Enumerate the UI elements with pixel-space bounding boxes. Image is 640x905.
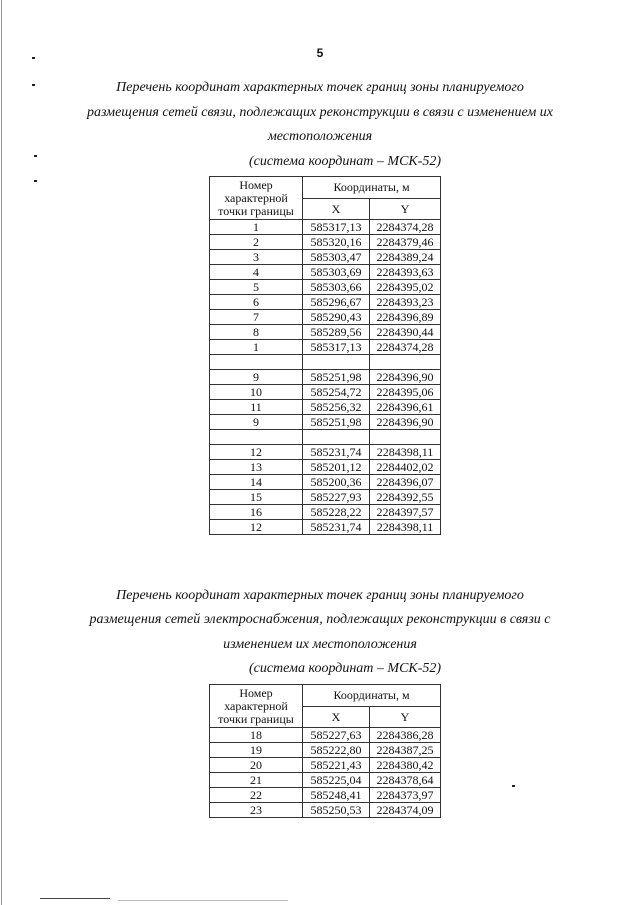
- table-row: [210, 758, 441, 773]
- point-number-cell: 15: [210, 490, 303, 505]
- table-row: [210, 505, 441, 520]
- x-column-header: X: [303, 706, 370, 728]
- x-coordinate-cell: 585251,98: [303, 370, 370, 385]
- x-coordinate-cell: 585303,69: [303, 265, 370, 280]
- section2-coord-system: (система координат – МСК-52): [248, 661, 442, 676]
- y-coordinate-cell: 2284390,44: [370, 325, 441, 340]
- scan-bottom-mark: [40, 898, 110, 899]
- table-row: [210, 370, 441, 385]
- table-row: [210, 400, 441, 415]
- x-coordinate-cell: 585290,43: [303, 310, 370, 325]
- point-number-cell: [210, 355, 303, 370]
- x-coordinate-cell: 585251,98: [303, 415, 370, 430]
- x-coordinate-cell: 585296,67: [303, 295, 370, 310]
- y-column-header: Y: [370, 706, 441, 728]
- point-number-cell: 16: [210, 505, 303, 520]
- point-number-cell: 2: [210, 235, 303, 250]
- x-coordinate-cell: 585320,16: [303, 235, 370, 250]
- y-coordinate-cell: 2284374,09: [370, 803, 441, 818]
- y-coordinate-cell: 2284374,28: [370, 220, 441, 235]
- table-row: [210, 265, 441, 280]
- point-number-cell: 12: [210, 520, 303, 535]
- y-coordinate-cell: 2284392,55: [370, 490, 441, 505]
- coordinates-header: Координаты, м: [303, 685, 441, 707]
- x-coordinate-cell: [303, 430, 370, 445]
- table-row: [210, 520, 441, 535]
- x-coordinate-cell: [303, 355, 370, 370]
- point-number-cell: 1: [210, 220, 303, 235]
- point-number-cell: 4: [210, 265, 303, 280]
- table-row: [210, 325, 441, 340]
- point-number-cell: 7: [210, 310, 303, 325]
- table-row: [210, 773, 441, 788]
- point-number-cell: 8: [210, 325, 303, 340]
- section1-coord-system: (система координат – МСК-52): [248, 154, 442, 169]
- table-row: [210, 235, 441, 250]
- point-number-cell: 22: [210, 788, 303, 803]
- point-number-cell: 3: [210, 250, 303, 265]
- point-number-cell: 13: [210, 460, 303, 475]
- point-number-cell: 6: [210, 295, 303, 310]
- x-coordinate-cell: 585231,74: [303, 520, 370, 535]
- table-row: [210, 295, 441, 310]
- coordinates-table-1: [209, 176, 441, 535]
- y-coordinate-cell: 2284373,97: [370, 788, 441, 803]
- y-coordinate-cell: [370, 430, 441, 445]
- point-number-cell: 9: [210, 415, 303, 430]
- y-coordinate-cell: 2284378,64: [370, 773, 441, 788]
- point-number-cell: 14: [210, 475, 303, 490]
- x-coordinate-cell: 585256,32: [303, 400, 370, 415]
- x-column-header: X: [303, 198, 370, 220]
- y-coordinate-cell: 2284397,57: [370, 505, 441, 520]
- x-coordinate-cell: 585317,13: [303, 340, 370, 355]
- point-number-cell: 5: [210, 280, 303, 295]
- coordinates-header: Координаты, м: [303, 177, 441, 199]
- y-coordinate-cell: 2284396,89: [370, 310, 441, 325]
- point-number-cell: 18: [210, 728, 303, 743]
- table-row: [210, 430, 441, 445]
- table-row: [210, 415, 441, 430]
- x-coordinate-cell: 585289,56: [303, 325, 370, 340]
- point-number-cell: 19: [210, 743, 303, 758]
- table-row: [210, 728, 441, 743]
- point-number-cell: [210, 430, 303, 445]
- x-coordinate-cell: 585303,47: [303, 250, 370, 265]
- x-coordinate-cell: 585227,63: [303, 728, 370, 743]
- x-coordinate-cell: 585227,93: [303, 490, 370, 505]
- page-number: 5: [316, 46, 324, 60]
- scan-speck: [512, 785, 515, 787]
- y-coordinate-cell: 2284398,11: [370, 520, 441, 535]
- x-coordinate-cell: 585231,74: [303, 445, 370, 460]
- table-row: [210, 220, 441, 235]
- y-coordinate-cell: 2284387,25: [370, 743, 441, 758]
- y-coordinate-cell: 2284396,61: [370, 400, 441, 415]
- table-row: [210, 355, 441, 370]
- x-coordinate-cell: 585317,13: [303, 220, 370, 235]
- x-coordinate-cell: 585200,36: [303, 475, 370, 490]
- point-number-cell: 20: [210, 758, 303, 773]
- x-coordinate-cell: 585303,66: [303, 280, 370, 295]
- y-coordinate-cell: 2284396,90: [370, 415, 441, 430]
- table-row: [210, 280, 441, 295]
- x-coordinate-cell: 585221,43: [303, 758, 370, 773]
- point-number-header: Номер характерной точки границы: [210, 685, 303, 728]
- section1-title-line-1: Перечень координат характерных точек границ зоны планируемого: [116, 80, 524, 95]
- table-row: [210, 803, 441, 818]
- y-coordinate-cell: 2284402,02: [370, 460, 441, 475]
- x-coordinate-cell: 585201,12: [303, 460, 370, 475]
- table-row: [210, 460, 441, 475]
- x-coordinate-cell: 585222,80: [303, 743, 370, 758]
- table-row: [210, 340, 441, 355]
- y-coordinate-cell: 2284393,63: [370, 265, 441, 280]
- y-coordinate-cell: 2284395,02: [370, 280, 441, 295]
- scan-bottom-mark: [118, 900, 288, 901]
- section2-title-line-2: размещения сетей электроснабжения, подлежащих реконструкции в связи с: [89, 612, 551, 627]
- x-coordinate-cell: 585248,41: [303, 788, 370, 803]
- table-row: [210, 743, 441, 758]
- table-row: [210, 475, 441, 490]
- point-number-cell: 21: [210, 773, 303, 788]
- table-row: [210, 310, 441, 325]
- section2-title-line-1: Перечень координат характерных точек границ зоны планируемого: [116, 588, 524, 603]
- point-number-cell: 11: [210, 400, 303, 415]
- y-coordinate-cell: [370, 355, 441, 370]
- point-number-cell: 23: [210, 803, 303, 818]
- y-coordinate-cell: 2284374,28: [370, 340, 441, 355]
- coordinates-table-2: [209, 684, 441, 818]
- x-coordinate-cell: 585254,72: [303, 385, 370, 400]
- scan-speck: [34, 180, 37, 182]
- y-coordinate-cell: 2284393,23: [370, 295, 441, 310]
- x-coordinate-cell: 585225,04: [303, 773, 370, 788]
- y-coordinate-cell: 2284386,28: [370, 728, 441, 743]
- x-coordinate-cell: 585250,53: [303, 803, 370, 818]
- y-coordinate-cell: 2284389,24: [370, 250, 441, 265]
- point-number-cell: 12: [210, 445, 303, 460]
- point-number-header: Номер характерной точки границы: [210, 177, 303, 220]
- table-row: [210, 788, 441, 803]
- point-number-cell: 1: [210, 340, 303, 355]
- y-coordinate-cell: 2284380,42: [370, 758, 441, 773]
- point-number-cell: 10: [210, 385, 303, 400]
- table-row: [210, 445, 441, 460]
- section1-title-line-3: местоположения: [267, 129, 373, 144]
- table-row: [210, 385, 441, 400]
- table-row: [210, 250, 441, 265]
- y-column-header: Y: [370, 198, 441, 220]
- y-coordinate-cell: 2284379,46: [370, 235, 441, 250]
- y-coordinate-cell: 2284396,07: [370, 475, 441, 490]
- section1-title-line-2: размещения сетей связи, подлежащих реконструкции в связи с изменением их: [87, 105, 553, 120]
- section2-title-line-3: изменением их местоположения: [223, 637, 417, 652]
- y-coordinate-cell: 2284395,06: [370, 385, 441, 400]
- y-coordinate-cell: 2284396,90: [370, 370, 441, 385]
- x-coordinate-cell: 585228,22: [303, 505, 370, 520]
- point-number-cell: 9: [210, 370, 303, 385]
- table-row: [210, 490, 441, 505]
- y-coordinate-cell: 2284398,11: [370, 445, 441, 460]
